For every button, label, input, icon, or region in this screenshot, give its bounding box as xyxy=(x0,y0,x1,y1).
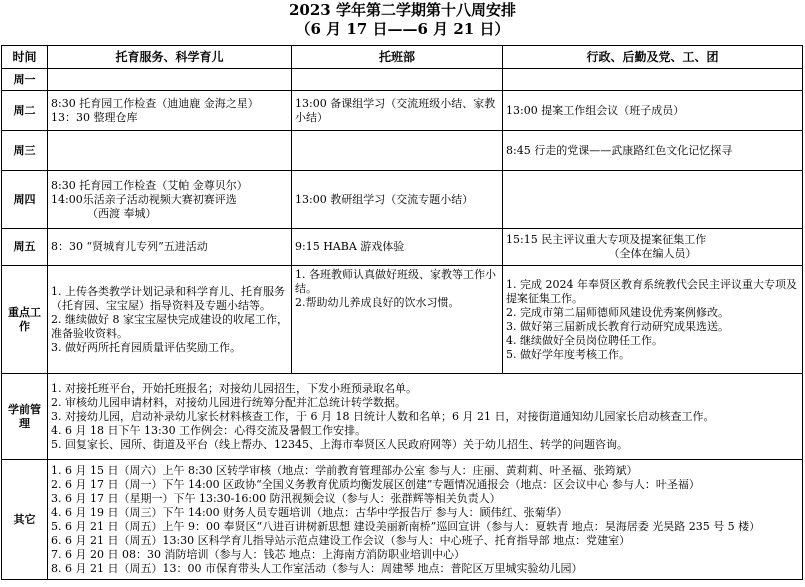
entry: 2. 继续做好 8 家宝宝屋快完成建设的收尾工作，准备验收资料。 xyxy=(51,312,288,340)
key-work-label: 重点工作 xyxy=(2,266,48,374)
entry: 2.帮助幼儿养成良好的饮水习惯。 xyxy=(295,296,460,309)
day-label: 周五 xyxy=(2,229,48,266)
entry: 13:00 教研组学习（交流专题小结） xyxy=(295,192,474,206)
toddler-cell xyxy=(292,229,503,266)
admin-cell xyxy=(503,69,803,91)
childcare-cell xyxy=(48,69,292,91)
admin-cell xyxy=(503,266,803,374)
entry: 8. 6 月 21 日（周五）13：00 市保育带头人工作室活动（参与人：周建琴 地点：普陀区万里城实验幼儿园） xyxy=(51,561,583,575)
entry: 2. 完成市第二届师德师风建设优秀案例修改。 xyxy=(506,305,729,319)
row-friday xyxy=(2,229,803,266)
other-cell xyxy=(48,460,803,580)
entry: 13：30 整理仓库 xyxy=(51,110,138,124)
entry: 4. 6 月 18 日下午 13:30 工作例会：心得交流及暑假工作安排。 xyxy=(51,423,367,437)
toddler-cell xyxy=(292,266,503,374)
entry: （全体在编人员） xyxy=(608,247,697,260)
entry: 4. 继续做好全员岗位聘任工作。 xyxy=(506,333,663,347)
schedule-table xyxy=(1,45,803,580)
childcare-cell xyxy=(48,131,292,171)
page-title: 2023 学年第二学期第十八周安排 xyxy=(289,1,516,19)
entry: 1. 各班教师认真做好班级、家教等工作小结。 xyxy=(295,268,496,295)
entry: 7. 6 月 20 日 08：30 消防培训（参与人：钱芯 地点：上海南方消防职业培训中心） xyxy=(51,547,465,561)
toddler-cell xyxy=(292,91,503,131)
entry: 3. 做好第三届新成长教育行动研究成果选送。 xyxy=(506,319,729,333)
entry: 3. 做好两所托育园质量评估奖励工作。 xyxy=(51,340,241,354)
row-preschool xyxy=(2,374,803,460)
admin-cell xyxy=(503,131,803,171)
entry: 3. 6 月 17 日（星期一）下午 13:30-16:00 防汛视频会议（参与人：张群辉等相关负责人） xyxy=(51,491,501,505)
header-admin: 行政、后勤及党、工、团 xyxy=(503,46,803,69)
row-tuesday xyxy=(2,91,803,131)
entry: 4. 6 月 19 日（周三）下午 14:00 财务人员专题培训（地点：古华中学报告厅 参与人：顾伟红、张菊华） xyxy=(51,505,568,519)
header-childcare: 托育服务、科学育儿 xyxy=(48,46,292,69)
childcare-cell xyxy=(48,229,292,266)
admin-cell xyxy=(503,229,803,266)
entry: 1. 对接托班平台，开始托班报名；对接幼儿园招生，下发小班预录取名单。 xyxy=(51,381,417,395)
row-key-work xyxy=(2,266,803,374)
preschool-cell xyxy=(48,374,803,460)
entry: 5. 做好学年度考核工作。 xyxy=(506,347,630,361)
entry: 9:15 HABA 游戏体验 xyxy=(295,240,405,253)
header-toddler: 托班部 xyxy=(292,46,503,69)
day-label: 周一 xyxy=(2,69,48,91)
childcare-cell xyxy=(48,91,292,131)
entry: 8:45 行走的党课——武康路红色文化记忆探寻 xyxy=(506,143,733,157)
entry: 15:15 民主评议重大专项及提案征集工作 xyxy=(506,233,707,246)
day-label: 周二 xyxy=(2,91,48,131)
row-other xyxy=(2,460,803,580)
row-thursday xyxy=(2,171,803,229)
childcare-cell xyxy=(48,171,292,229)
toddler-cell xyxy=(292,69,503,91)
entry: 8:30 托育园工作检查（艾帕 金尊贝尔） xyxy=(51,178,248,192)
entry: （西渡 奉城） xyxy=(87,206,157,220)
page-subtitle: （6 月 17 日——6 月 21 日） xyxy=(295,20,510,38)
entry: 2. 6 月 17 日（周一）下午 14:00 区政协“全国义务教育优质均衡发展区创建”专题情况通报会（地点：区会议中心 参与人：叶圣福） xyxy=(51,477,700,491)
entry: 1. 6 月 15 日（周六）上午 8:30 区转学审核（地点：学前教育管理部办公室 参与人：庄丽、黄莉莉、叶圣福、张筠斌） xyxy=(51,463,638,477)
other-label: 其它 xyxy=(2,460,48,580)
entry: 13:00 备课组学习（交流班级小结、家教小结） xyxy=(295,96,496,124)
entry: 8：30 “贤城育儿专列”五进活动 xyxy=(51,240,208,253)
row-monday xyxy=(2,69,803,91)
entry: 6. 6 月 21 日（周五）13:30 区科学育儿指导站示范点建设工作会议（参与人：中心班子、托育指导部 地点：党建室） xyxy=(51,533,631,547)
day-label: 周三 xyxy=(2,131,48,171)
row-wednesday xyxy=(2,131,803,171)
toddler-cell xyxy=(292,131,503,171)
preschool-label: 学前管理 xyxy=(2,374,48,460)
entry: 1. 上传各类教学计划记录和科学育儿、托育服务（托育园、宝宝屋）指导资料及专题小结等。 xyxy=(51,284,285,312)
admin-cell xyxy=(503,91,803,131)
toddler-cell xyxy=(292,171,503,229)
entry: 5. 6 月 21 日（周五）上午 9：00 奉贤区“八进百讲树新思想 建设美丽新南桥”巡回宣讲（参与人：夏轶青 地点：昊海居委 光昊路 235 号 5 楼） xyxy=(51,519,761,533)
entry: 5. 回复家长、园所、街道及平台（线上帮办、12345、上海市奉贤区人民政府网等）关于幼儿招生、转学的问题咨询。 xyxy=(51,437,628,451)
day-label: 周四 xyxy=(2,171,48,229)
entry: 3. 对接幼儿园，启动补录幼儿家长材料核查工作，于 6 月 18 日统计人数和名单；6 月 21 日，对接街道通知幼儿园家长启动核查工作。 xyxy=(51,409,715,423)
entry: 2. 审核幼儿园申请材料，对接幼儿园进行统筹分配并汇总统计转学数据。 xyxy=(51,395,406,409)
header-time: 时间 xyxy=(2,46,48,69)
entry: 1. 完成 2024 年奉贤区教育系统教代会民主评议重大专项及提案征集工作。 xyxy=(506,277,797,305)
childcare-cell xyxy=(48,266,292,374)
admin-cell xyxy=(503,171,803,229)
entry: 14:00乐活亲子活动视频大赛初赛评选 xyxy=(51,192,237,206)
entry: 8:30 托育园工作检查（迪迪鹿 金海之星） xyxy=(51,96,259,110)
entry: 13:00 提案工作组会议（班子成员） xyxy=(506,103,685,117)
header-row xyxy=(2,46,803,69)
